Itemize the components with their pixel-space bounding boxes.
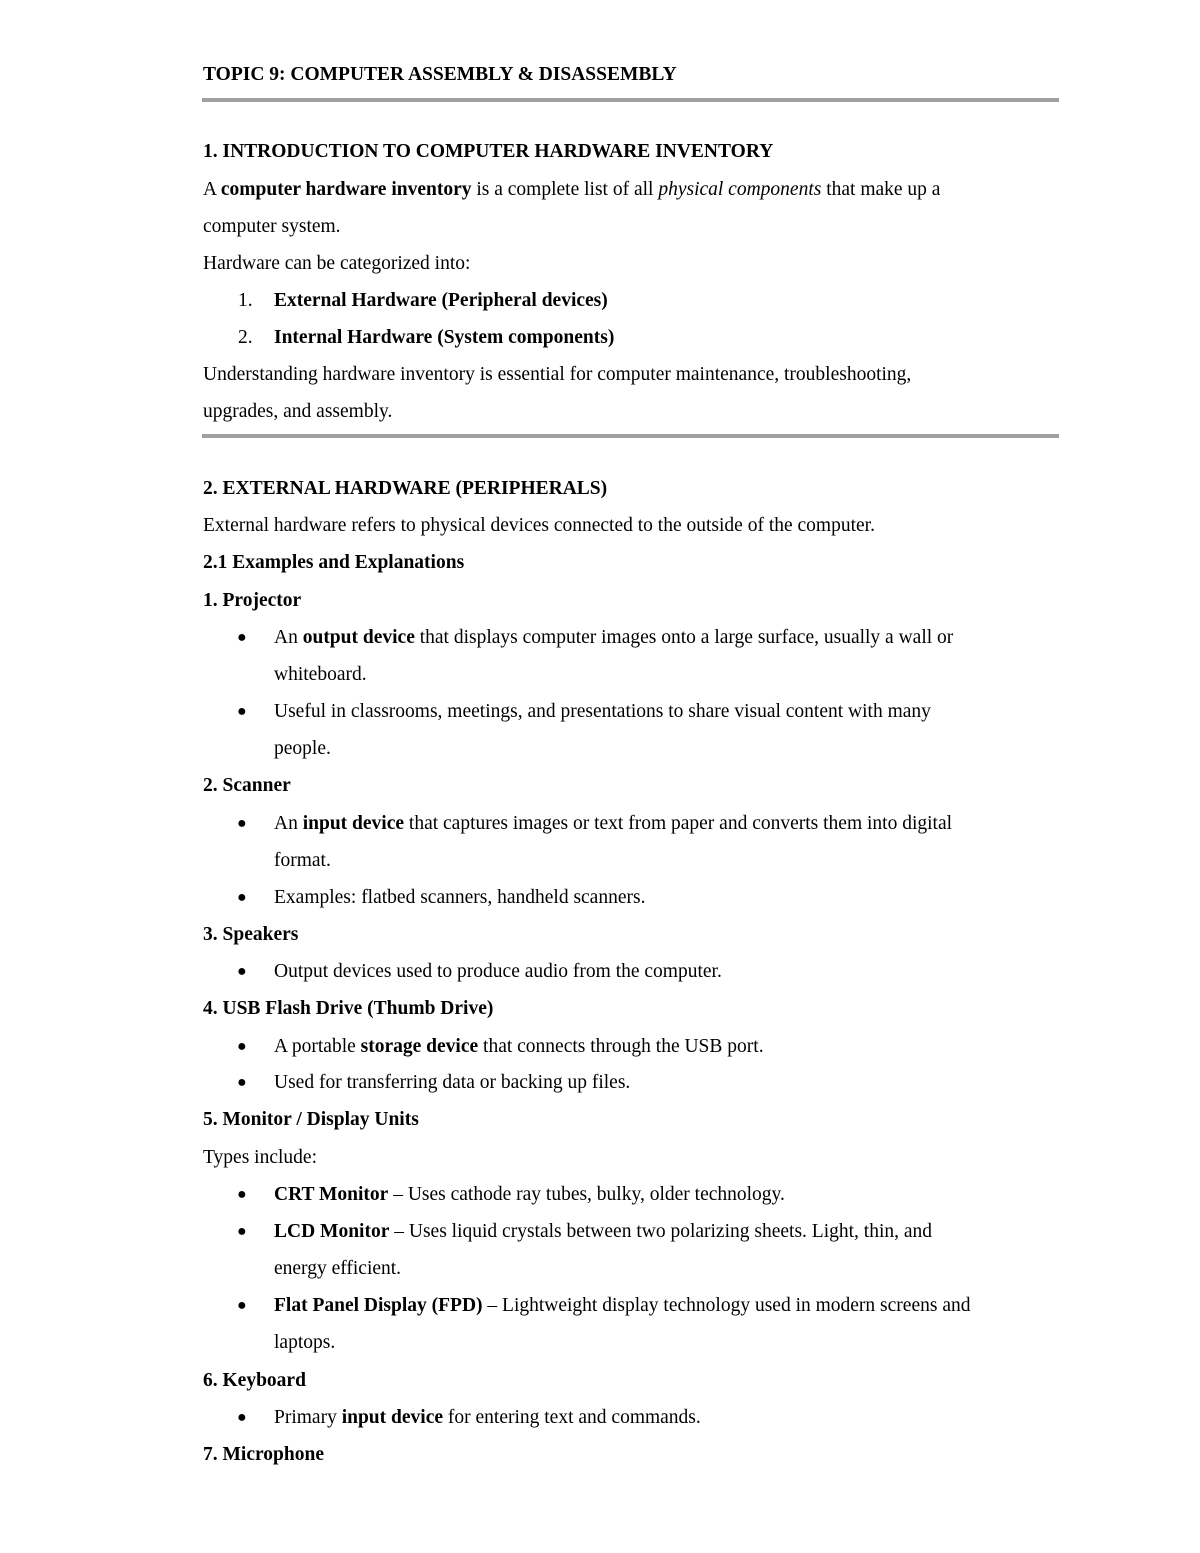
- microphone-title: 7. Microphone: [203, 1444, 324, 1465]
- keyboard-title: 6. Keyboard: [203, 1370, 306, 1391]
- usb-bullet2: Used for transferring data or backing up files.: [274, 1072, 631, 1093]
- section1-categorized: Hardware can be categorized into:: [203, 253, 471, 274]
- section1-intro-line1: A computer hardware inventory is a complete list of all physical components that make up a: [203, 179, 941, 200]
- bullet-icon: ●: [237, 629, 247, 646]
- monitor-fpd-line2: laptops.: [274, 1332, 336, 1353]
- bullet-icon: ●: [237, 815, 247, 832]
- bullet-icon: ●: [237, 703, 247, 720]
- monitor-lcd-line2: energy efficient.: [274, 1258, 402, 1279]
- scanner-bullet2: Examples: flatbed scanners, handheld scanners.: [274, 887, 646, 908]
- section2-definition: External hardware refers to physical devices connected to the outside of the computer.: [203, 515, 875, 536]
- bullet-icon: ●: [237, 1297, 247, 1314]
- monitor-types: Types include:: [203, 1147, 317, 1168]
- list-number: 1.: [238, 290, 253, 311]
- section1-intro-line2: computer system.: [203, 216, 341, 237]
- bullet-icon: ●: [237, 1409, 247, 1426]
- usb-bullet1: A portable storage device that connects through the USB port.: [274, 1036, 764, 1057]
- speakers-bullet1: Output devices used to produce audio from the computer.: [274, 961, 722, 982]
- bullet-icon: ●: [237, 1074, 247, 1091]
- list-item-internal: Internal Hardware (System components): [274, 327, 615, 348]
- usb-title: 4. USB Flash Drive (Thumb Drive): [203, 998, 494, 1019]
- projector-bullet2-line2: people.: [274, 738, 331, 759]
- projector-bullet2-line1: Useful in classrooms, meetings, and presentations to share visual content with many: [274, 701, 931, 722]
- speakers-title: 3. Speakers: [203, 924, 299, 945]
- keyboard-bullet1: Primary input device for entering text and commands.: [274, 1407, 701, 1428]
- list-item-external: External Hardware (Peripheral devices): [274, 290, 608, 311]
- projector-bullet1-line1: An output device that displays computer images onto a large surface, usually a wall or: [274, 627, 954, 648]
- section2-subheading: 2.1 Examples and Explanations: [203, 552, 465, 573]
- scanner-bullet1-line1: An input device that captures images or text from paper and converts them into digital: [274, 813, 953, 834]
- section1-closing-line2: upgrades, and assembly.: [203, 401, 393, 422]
- monitor-title: 5. Monitor / Display Units: [203, 1109, 419, 1130]
- monitor-lcd-line1: LCD Monitor – Uses liquid crystals between two polarizing sheets. Light, thin, and: [274, 1221, 933, 1242]
- divider-top: [202, 98, 1059, 102]
- scanner-bullet1-line2: format.: [274, 850, 331, 871]
- section2-heading: 2. EXTERNAL HARDWARE (PERIPHERALS): [203, 478, 608, 499]
- section1-heading: 1. INTRODUCTION TO COMPUTER HARDWARE INVENTORY: [203, 141, 774, 162]
- bullet-icon: ●: [237, 1186, 247, 1203]
- bullet-icon: ●: [237, 1038, 247, 1055]
- projector-bullet1-line2: whiteboard.: [274, 664, 367, 685]
- bullet-icon: ●: [237, 889, 247, 906]
- bullet-icon: ●: [237, 963, 247, 980]
- scanner-title: 2. Scanner: [203, 775, 291, 796]
- monitor-crt: CRT Monitor – Uses cathode ray tubes, bulky, older technology.: [274, 1184, 785, 1205]
- page-title: TOPIC 9: COMPUTER ASSEMBLY & DISASSEMBLY: [203, 64, 677, 85]
- projector-title: 1. Projector: [203, 590, 302, 611]
- list-number: 2.: [238, 327, 253, 348]
- section1-closing-line1: Understanding hardware inventory is essential for computer maintenance, troubleshooting,: [203, 364, 912, 385]
- monitor-fpd-line1: Flat Panel Display (FPD) – Lightweight display technology used in modern screens and: [274, 1295, 971, 1316]
- bullet-icon: ●: [237, 1223, 247, 1240]
- divider-section: [202, 434, 1059, 438]
